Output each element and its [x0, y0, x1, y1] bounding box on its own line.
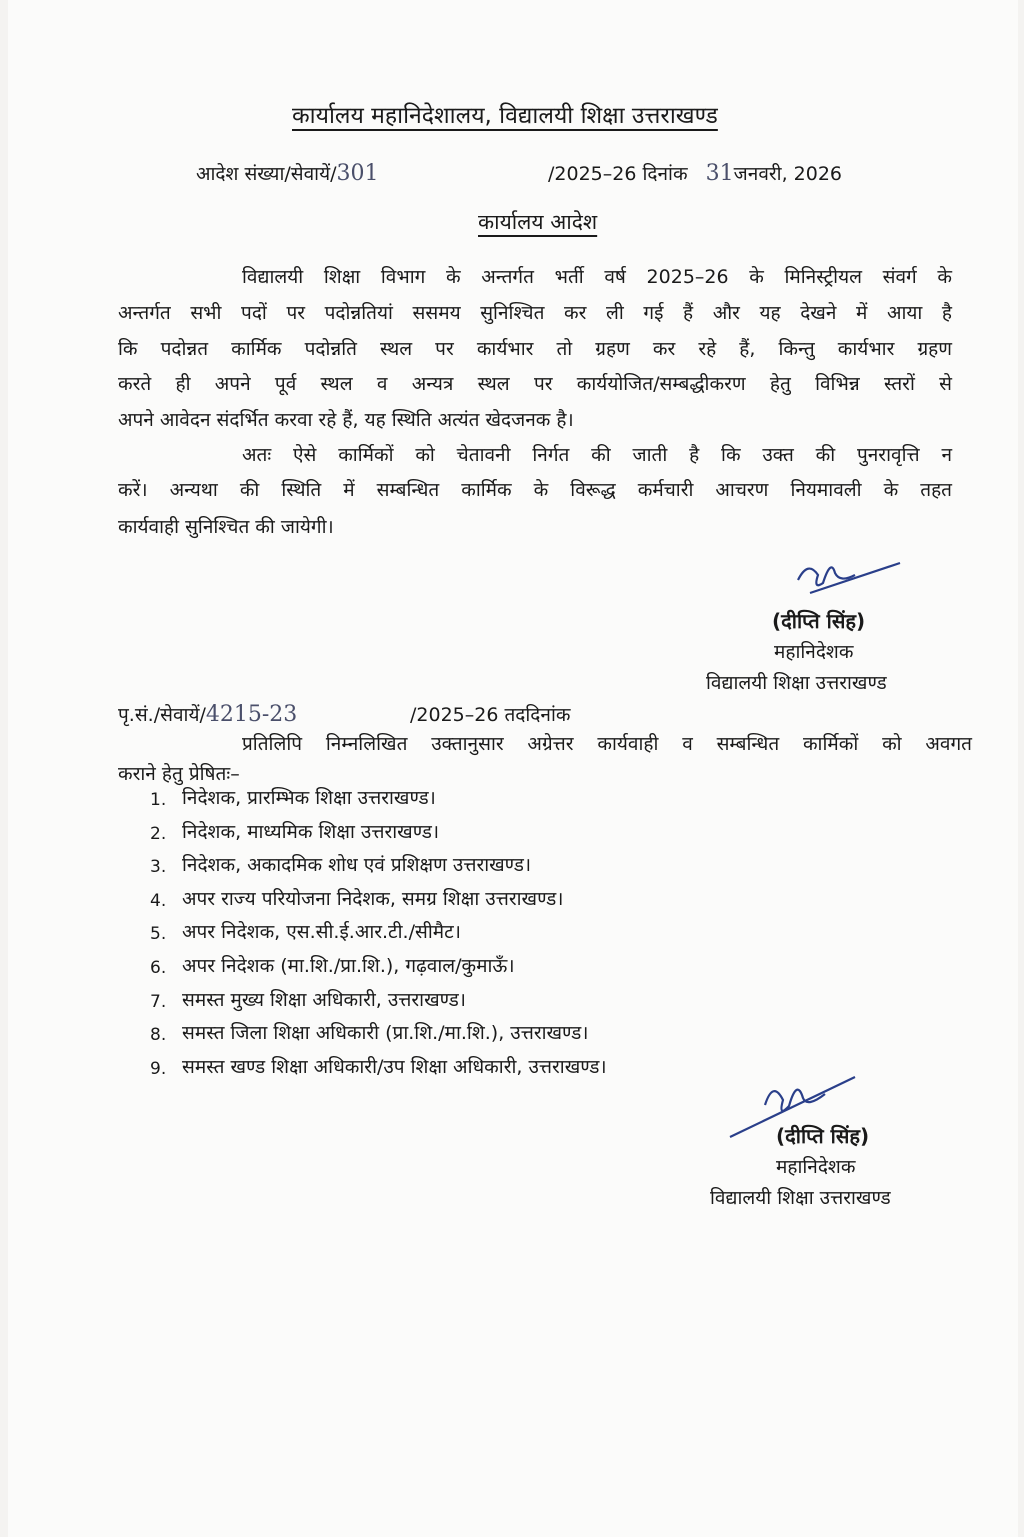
copy-prefix: पृ.सं./सेवायें/	[118, 704, 206, 726]
office-title: कार्यालय महानिदेशालय, विद्यालयी शिक्षा उत्तराखण्ड	[292, 103, 718, 129]
copy-ref	[118, 703, 297, 727]
handwritten-order-no: 301	[336, 161, 379, 186]
signatory-name: (दीप्ति सिंह)	[772, 609, 866, 633]
recipient-item: समस्त मुख्य शिक्षा अधिकारी, उत्तराखण्ड।	[182, 988, 467, 1011]
order-prefix: आदेश संख्या/सेवायें/	[196, 163, 337, 185]
recipient-number: 1.	[150, 790, 167, 810]
signatory-name-2: (दीप्ति सिंह)	[776, 1124, 870, 1148]
signatory-office-2: विद्यालयी शिक्षा उत्तराखण्ड	[710, 1187, 891, 1209]
date-suffix: जनवरी, 2026	[733, 163, 843, 185]
recipient-number: 4.	[150, 890, 167, 911]
signatory-designation: महानिदेशक	[774, 641, 854, 663]
signatory-designation-2: महानिदेशक	[776, 1156, 856, 1178]
recipient-number: 6.	[150, 958, 167, 978]
handwritten-copy-no: 4215-23	[205, 702, 298, 727]
signatory-office: विद्यालयी शिक्षा उत्तराखण्ड	[706, 672, 887, 694]
para2-line: अतः ऐसे कार्मिकों को चेतावनी निर्गत की जाती है कि उक्त की पुनरावृत्ति न	[242, 444, 952, 466]
copy-intro-line: कराने हेतु प्रेषितः–	[118, 763, 240, 785]
recipient-number: 5.	[150, 924, 167, 945]
para2-line: करें। अन्यथा की स्थिति में सम्बन्धित कार्मिक के विरूद्ध कर्मचारी आचरण नियमावली के तहत	[118, 479, 952, 501]
recipient-number: 9.	[150, 1058, 167, 1079]
order-date	[548, 162, 842, 186]
para1-line: अन्तर्गत सभी पदों पर पदोन्नतियां ससमय सुनिश्चित कर ली गई हैं और यह देखने में आया है	[118, 302, 952, 324]
para1-line: करते ही अपने पूर्व स्थल व अन्यत्र स्थल पर कार्ययोजित/सम्बद्धीकरण हेतु विभिन्न स्तरों से	[118, 373, 952, 395]
recipient-item: निदेशक, माध्यमिक शिक्षा उत्तराखण्ड।	[182, 820, 440, 843]
order-year: /2025–26 दिनांक	[548, 163, 688, 185]
recipient-item: अपर निदेशक (मा.शि./प्रा.शि.), गढ़वाल/कुमाऊँ।	[182, 955, 515, 977]
para1-line: कि पदोन्नत कार्मिक पदोन्नति स्थल पर कार्यभार तो ग्रहण कर रहे हैं, किन्तु कार्यभार ग्रहण	[118, 338, 952, 360]
recipient-number: 3.	[150, 857, 167, 878]
recipient-number: 8.	[150, 1025, 167, 1046]
recipient-item: निदेशक, अकादमिक शोध एवं प्रशिक्षण उत्तराखण्ड।	[182, 854, 532, 877]
recipient-number: 2.	[150, 823, 167, 844]
para1-line: अपने आवेदन संदर्भित करवा रहे हैं, यह स्थिति अत्यंत खेदजनक है।	[118, 409, 574, 431]
copy-suffix: /2025–26 तददिनांक	[410, 704, 571, 726]
para2-line: कार्यवाही सुनिश्चित की जायेगी।	[118, 516, 334, 538]
recipient-item: अपर राज्य परियोजना निदेशक, समग्र शिक्षा उत्तराखण्ड।	[182, 887, 564, 910]
recipient-item: समस्त खण्ड शिक्षा अधिकारी/उप शिक्षा अधिकारी, उत्तराखण्ड।	[182, 1055, 607, 1078]
recipient-number: 7.	[150, 991, 167, 1012]
copy-intro-line: प्रतिलिपि निम्नलिखित उक्तानुसार अग्रेत्तर कार्यवाही व सम्बन्धित कार्मिकों को अवगत	[242, 733, 972, 755]
para1-line: विद्यालयी शिक्षा विभाग के अन्तर्गत भर्ती वर्ष 2025–26 के मिनिस्ट्रीयल संवर्ग के	[242, 266, 952, 288]
subject-heading: कार्यालय आदेश	[478, 210, 598, 234]
handwritten-day: 31	[705, 161, 734, 186]
signature-1	[790, 545, 910, 615]
recipient-item: समस्त जिला शिक्षा अधिकारी (प्रा.शि./मा.शि.), उत्तराखण्ड।	[182, 1022, 589, 1045]
recipient-item: अपर निदेशक, एस.सी.ई.आर.टी./सीमैट।	[182, 921, 461, 944]
recipient-item: निदेशक, प्रारम्भिक शिक्षा उत्तराखण्ड।	[182, 787, 436, 809]
order-number	[196, 162, 379, 186]
